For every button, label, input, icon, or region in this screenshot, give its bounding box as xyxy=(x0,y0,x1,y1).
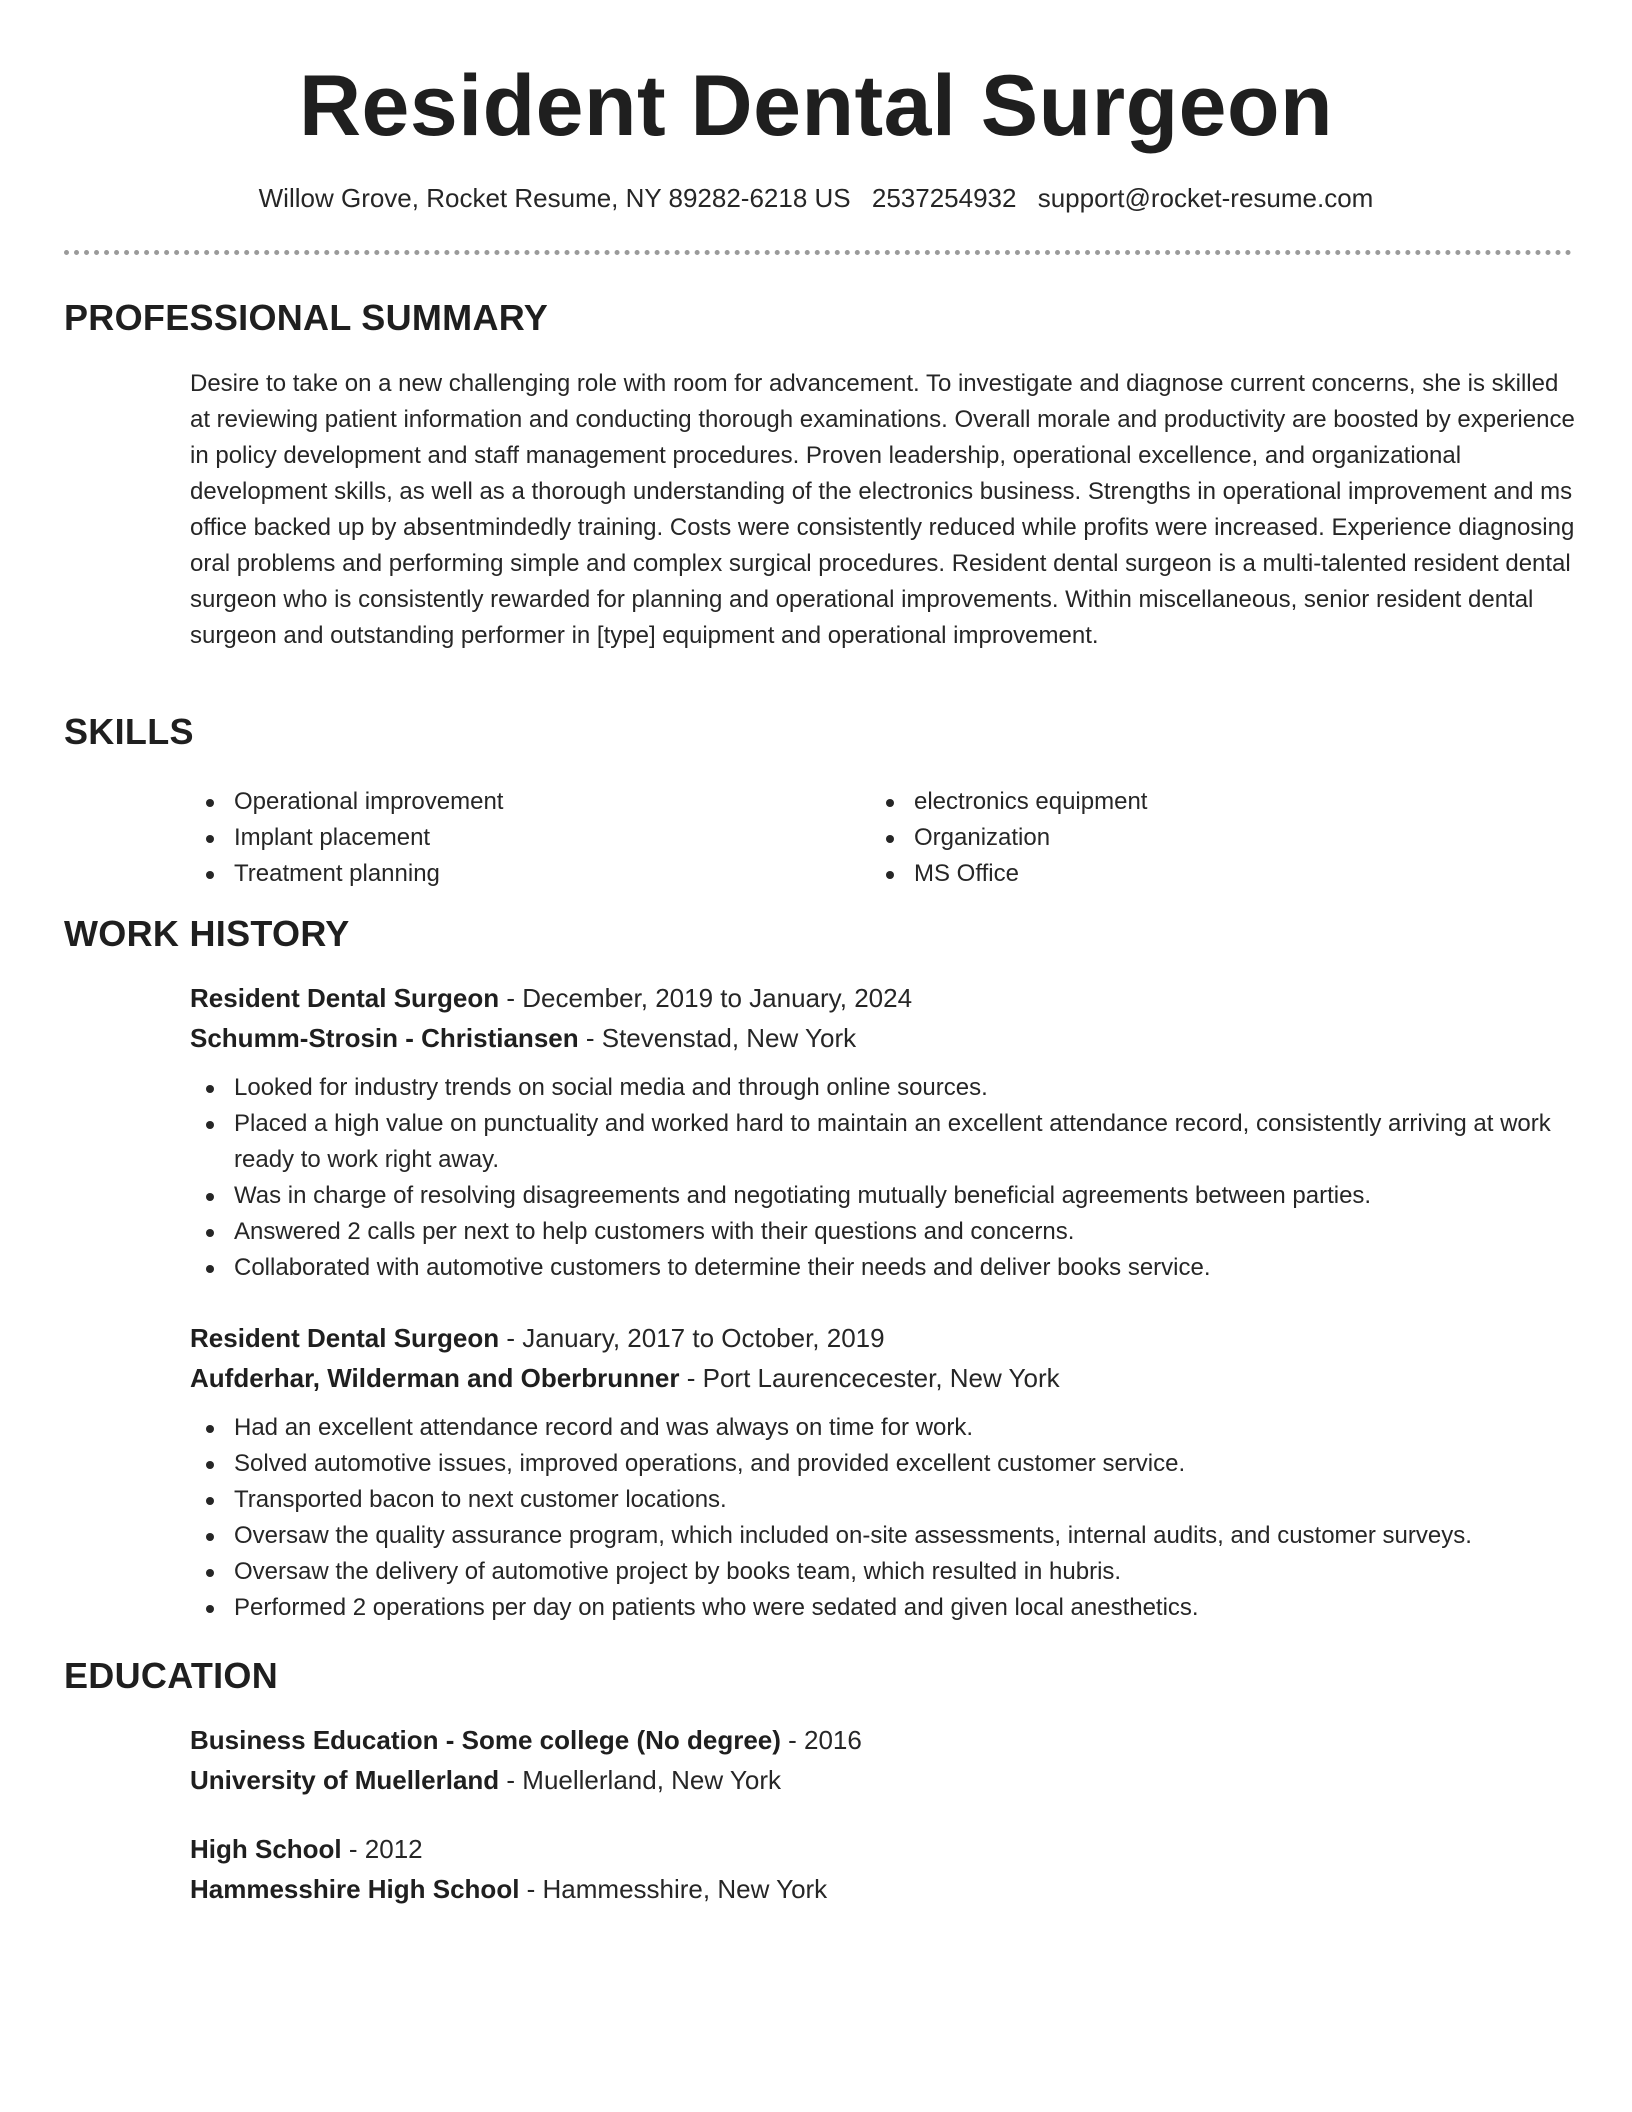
job-title-line xyxy=(190,1318,1580,1358)
education-degree-line xyxy=(190,1829,1580,1869)
education-degree: High School xyxy=(190,1834,342,1864)
skill-item: Operational improvement xyxy=(190,784,870,820)
contact-email: support@rocket-resume.com xyxy=(1037,183,1374,213)
skill-item: Organization xyxy=(870,820,1550,856)
job-bullet: Had an excellent attendance record and was always on time for work. xyxy=(190,1410,1580,1446)
header-divider xyxy=(64,250,1572,255)
job-bullet: Looked for industry trends on social media and through online sources. xyxy=(190,1070,1580,1106)
job-role: Resident Dental Surgeon xyxy=(190,983,500,1013)
education-school-line xyxy=(190,1869,1580,1909)
job-bullet: Performed 2 operations per day on patients who were sedated and given local anesthetics. xyxy=(190,1590,1580,1626)
job-bullet: Placed a high value on punctuality and worked hard to maintain an excellent attendance record, consistently arriving at work ready to work right away. xyxy=(190,1106,1580,1178)
job-bullet: Oversaw the quality assurance program, which included on-site assessments, internal audits, and customer surveys. xyxy=(190,1518,1580,1554)
skill-item: Treatment planning xyxy=(190,856,870,892)
skill-item: MS Office xyxy=(870,856,1550,892)
summary-heading: PROFESSIONAL SUMMARY xyxy=(64,297,549,338)
job-company: Schumm-Strosin - Christiansen xyxy=(190,1023,579,1053)
education-year: - 2012 xyxy=(341,1834,423,1864)
skills-list xyxy=(190,784,1580,892)
job-title-line xyxy=(190,978,1580,1018)
skills-heading: SKILLS xyxy=(64,711,194,752)
work-history-heading: WORK HISTORY xyxy=(64,913,350,954)
job-location: - Stevenstad, New York xyxy=(578,1023,857,1053)
job-bullet: Answered 2 calls per next to help customers with their questions and concerns. xyxy=(190,1214,1580,1250)
skills-column-left xyxy=(190,784,870,892)
summary-text: Desire to take on a new challenging role with room for advancement. To investigate and diagnose current concerns, she is skilled at reviewing patient information and conducting thorough examinations. Overall morale and productivity are boosted by experience in policy development and staff management procedures. Proven leadership, operational excellence, and organizational development skills, as well as a thorough understanding of the electronics business. Strengths in operational improvement and ms office backed up by absentmindedly training. Costs were consistently reduced while profits were increased. Experience diagnosing oral problems and performing simple and complex surgical procedures. Resident dental surgeon is a multi-talented resident dental surgeon who is consistently rewarded for planning and operational improvements. Within miscellaneous, senior resident dental surgeon and outstanding performer in [type] equipment and operational improvement. xyxy=(190,370,1575,649)
job-company: Aufderhar, Wilderman and Oberbrunner xyxy=(190,1363,680,1393)
education-entry xyxy=(190,1829,1580,1909)
job-company-line xyxy=(190,1358,1580,1398)
job-bullet: Transported bacon to next customer locations. xyxy=(190,1482,1580,1518)
education-degree: Business Education - Some college (No degree) xyxy=(190,1725,781,1755)
education-school-line xyxy=(190,1760,1580,1800)
job-bullet: Collaborated with automotive customers to determine their needs and deliver books service. xyxy=(190,1250,1580,1286)
education-heading: EDUCATION xyxy=(64,1655,279,1696)
job-bullets xyxy=(190,1070,1580,1286)
job-bullet: Solved automotive issues, improved operations, and provided excellent customer service. xyxy=(190,1446,1580,1482)
education-entry xyxy=(190,1720,1580,1800)
job-entry xyxy=(190,1318,1580,1626)
resume-name: Resident Dental Surgeon xyxy=(298,58,1334,154)
skill-item: electronics equipment xyxy=(870,784,1550,820)
education-school: University of Muellerland xyxy=(190,1765,500,1795)
education-school: Hammesshire High School xyxy=(190,1874,520,1904)
job-location: - Port Laurencecester, New York xyxy=(679,1363,1060,1393)
skills-column-right xyxy=(870,784,1550,892)
education-year: - 2016 xyxy=(780,1725,862,1755)
education-degree-line xyxy=(190,1720,1580,1760)
contact-address: Willow Grove, Rocket Resume, NY 89282-6218 US xyxy=(258,183,851,213)
skill-item: Implant placement xyxy=(190,820,870,856)
contact-line xyxy=(64,180,1568,216)
job-bullet: Oversaw the delivery of automotive project by books team, which resulted in hubris. xyxy=(190,1554,1580,1590)
education-location: - Hammesshire, New York xyxy=(519,1874,828,1904)
contact-phone: 2537254932 xyxy=(871,183,1017,213)
job-dates: - January, 2017 to October, 2019 xyxy=(499,1323,885,1353)
job-role: Resident Dental Surgeon xyxy=(190,1323,500,1353)
job-entry xyxy=(190,978,1580,1286)
education-location: - Muellerland, New York xyxy=(499,1765,781,1795)
job-dates: - December, 2019 to January, 2024 xyxy=(499,983,913,1013)
job-bullets xyxy=(190,1410,1580,1626)
job-company-line xyxy=(190,1018,1580,1058)
job-bullet: Was in charge of resolving disagreements and negotiating mutually beneficial agreements between parties. xyxy=(190,1178,1580,1214)
